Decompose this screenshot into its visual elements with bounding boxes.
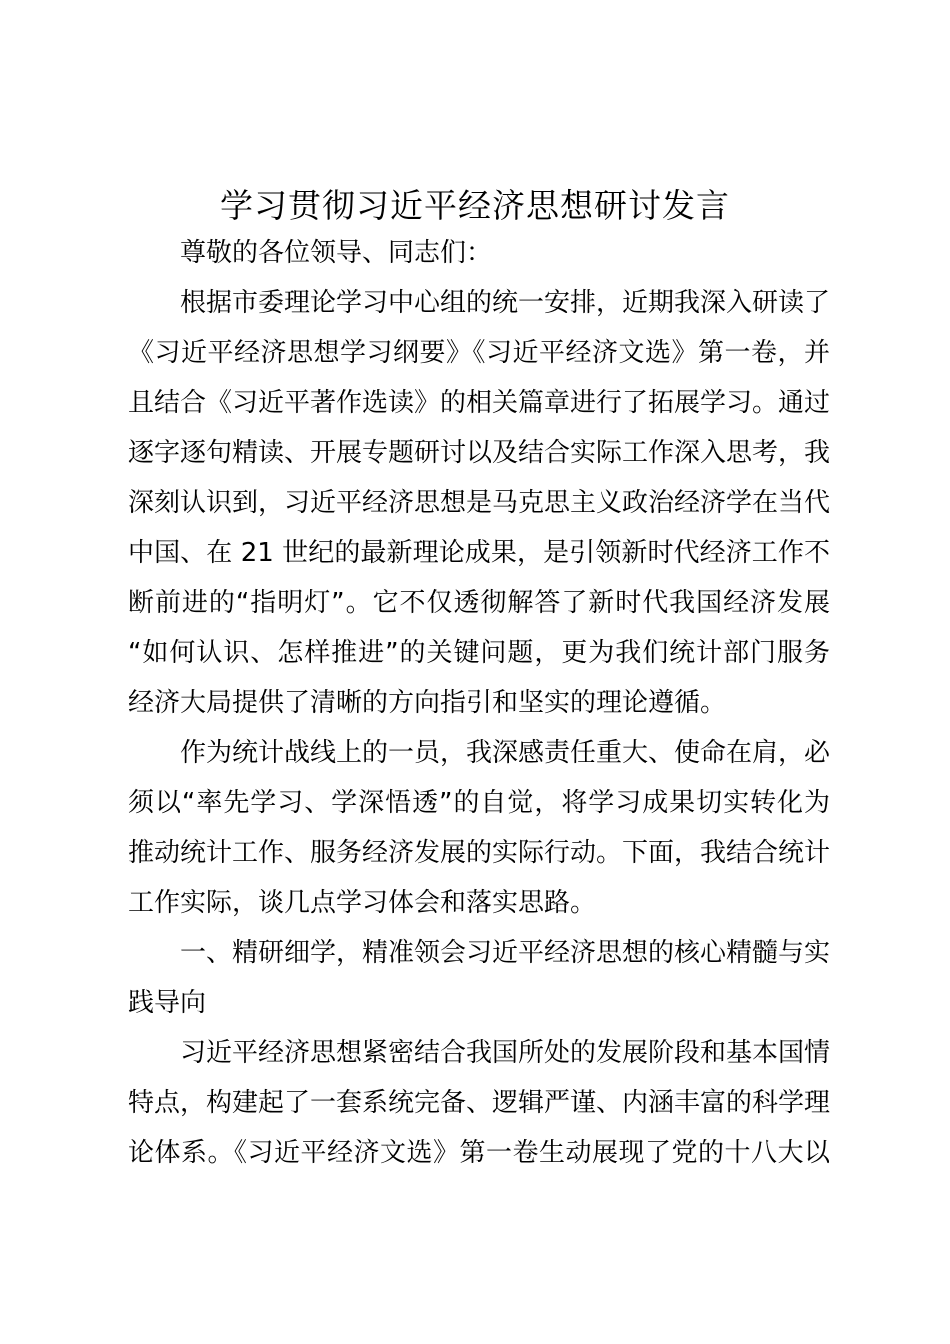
paragraph-line: 根据市委理论学习中心组的统一安排，近期我深入研读了 [180,288,831,318]
paragraph-line: 断前进的“指明灯”。它不仅透彻解答了新时代我国经济发展 [128,588,830,618]
paragraph-line: 须以“率先学习、学深悟透”的自觉，将学习成果切实转化为 [128,788,830,818]
paragraph-line: 工作实际，谈几点学习体会和落实思路。 [128,888,597,918]
paragraph-line: “如何认识、怎样推进”的关键问题，更为我们统计部门服务 [128,638,830,668]
paragraph-line: 经济大局提供了清晰的方向指引和坚实的理论遵循。 [128,688,727,718]
paragraph-line: 《习近平经济思想学习纲要》《习近平经济文选》第一卷，并 [128,338,830,368]
paragraph-line: 且结合《习近平著作选读》的相关篇章进行了拓展学习。通过 [128,388,831,418]
section-heading: 践导向 [128,988,207,1018]
paragraph-line: 特点，构建起了一套系统完备、逻辑严谨、内涵丰富的科学理 [128,1088,831,1118]
document-title: 学习贯彻习近平经济思想研讨发言 [220,186,730,225]
paragraph-line: 论体系。《习近平经济文选》第一卷生动展现了党的十八大以 [128,1138,830,1168]
paragraph-line: 作为统计战线上的一员，我深感责任重大、使命在肩，必 [180,738,831,768]
paragraph-line: 深刻认识到，习近平经济思想是马克思主义政治经济学在当代 [128,488,831,518]
paragraph-line: 习近平经济思想紧密结合我国所处的发展阶段和基本国情 [180,1038,831,1068]
paragraph-line: 中国、在 21 世纪的最新理论成果，是引领新时代经济工作不 [128,538,830,568]
section-heading: 一、精研细学，精准领会习近平经济思想的核心精髓与实 [180,938,831,968]
paragraph-line: 推动统计工作、服务经济发展的实际行动。下面，我结合统计 [128,838,831,868]
salutation: 尊敬的各位领导、同志们： [180,238,493,268]
paragraph-line: 逐字逐句精读、开展专题研讨以及结合实际工作深入思考，我 [128,438,831,468]
